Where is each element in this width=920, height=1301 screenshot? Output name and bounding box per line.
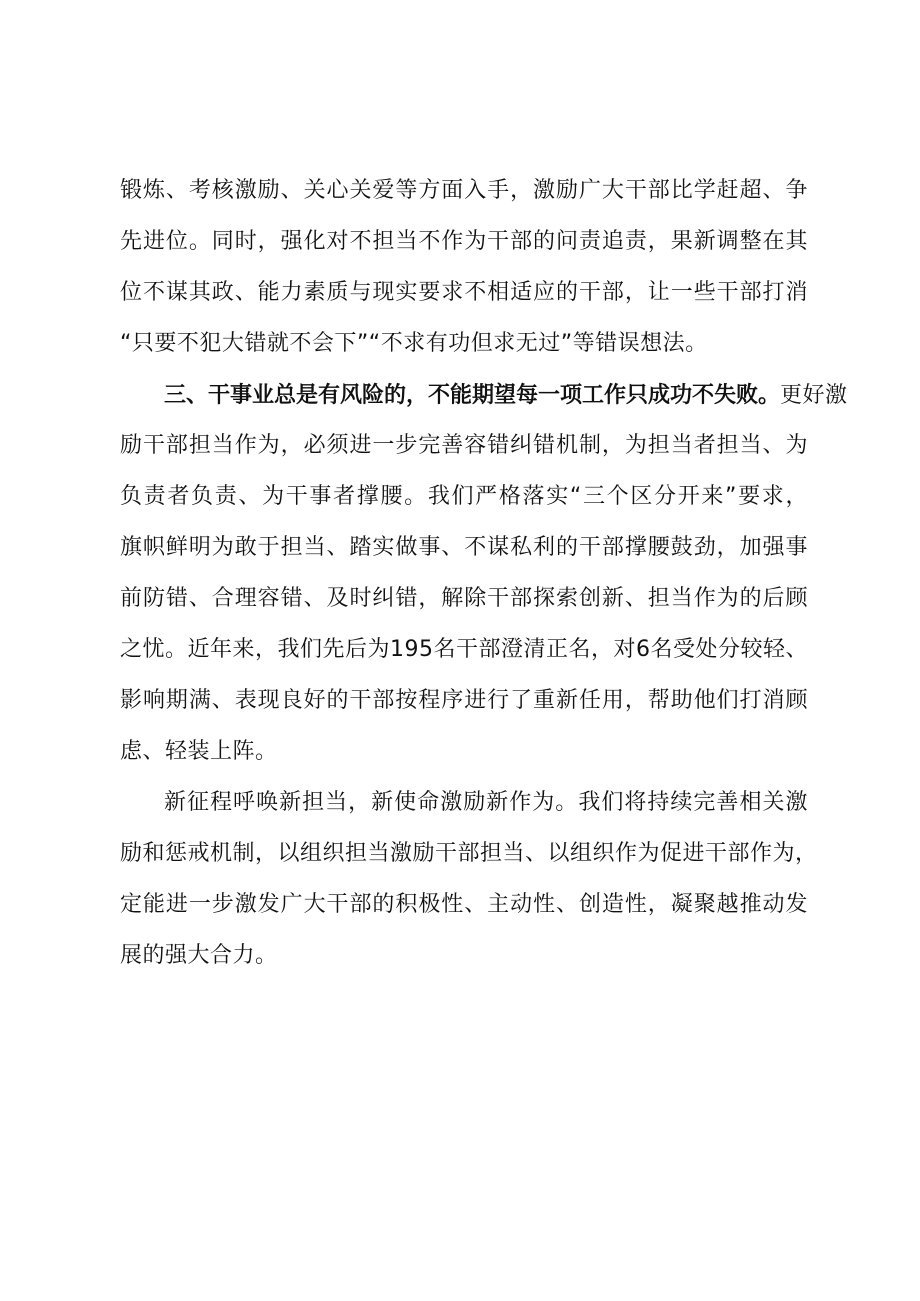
paragraph-line: 之忧。近年来，我们先后为195名干部澄清正名，对6名受处分较轻、 bbox=[120, 637, 808, 662]
paragraph-line: 前防错、合理容错、及时纠错，解除干部探索创新、担当作为的后顾 bbox=[120, 586, 808, 611]
paragraph-line: 展的强大合力。 bbox=[120, 943, 278, 968]
paragraph-1 bbox=[120, 165, 808, 369]
paragraph-line-tail: 更好激 bbox=[780, 383, 848, 408]
paragraph-line: 定能进一步激发广大干部的积极性、主动性、创造性，凝聚越推动发 bbox=[120, 892, 808, 917]
paragraph-3 bbox=[120, 777, 818, 981]
paragraph-line: 励和惩戒机制，以组织担当激励干部担当、以组织作为促进干部作为， bbox=[120, 841, 818, 866]
paragraph-line: 影响期满、表现良好的干部按程序进行了重新任用，帮助他们打消顾 bbox=[120, 688, 808, 713]
section-heading: 三、干事业总是有风险的，不能期望每一项工作只成功不失败。 bbox=[164, 382, 781, 407]
paragraph-line: 虑、轻装上阵。 bbox=[120, 739, 278, 764]
paragraph-line: 负责者负责、为干事者撑腰。我们严格落实“三个区分开来”要求， bbox=[120, 484, 808, 509]
paragraph-first-line bbox=[120, 369, 848, 420]
paragraph-line: “只要不犯大错就不会下”“不求有功但求无过”等错误想法。 bbox=[120, 331, 708, 356]
paragraph-2 bbox=[120, 369, 848, 777]
document-body bbox=[120, 165, 848, 981]
paragraph-line: 位不谋其政、能力素质与现实要求不相适应的干部，让一些干部打消 bbox=[120, 280, 808, 305]
paragraph-line: 锻炼、考核激励、关心关爱等方面入手，激励广大干部比学赶超、争 bbox=[120, 178, 808, 203]
paragraph-line: 先进位。同时，强化对不担当不作为干部的问责追责，果新调整在其 bbox=[120, 229, 808, 254]
paragraph-line: 旗帜鲜明为敢于担当、踏实做事、不谋私利的干部撑腰鼓劲，加强事 bbox=[120, 535, 808, 560]
paragraph-line: 励干部担当作为，必须进一步完善容错纠错机制，为担当者担当、为 bbox=[120, 433, 808, 458]
paragraph-line: 新征程呼唤新担当，新使命激励新作为。我们将持续完善相关激 bbox=[164, 790, 808, 815]
